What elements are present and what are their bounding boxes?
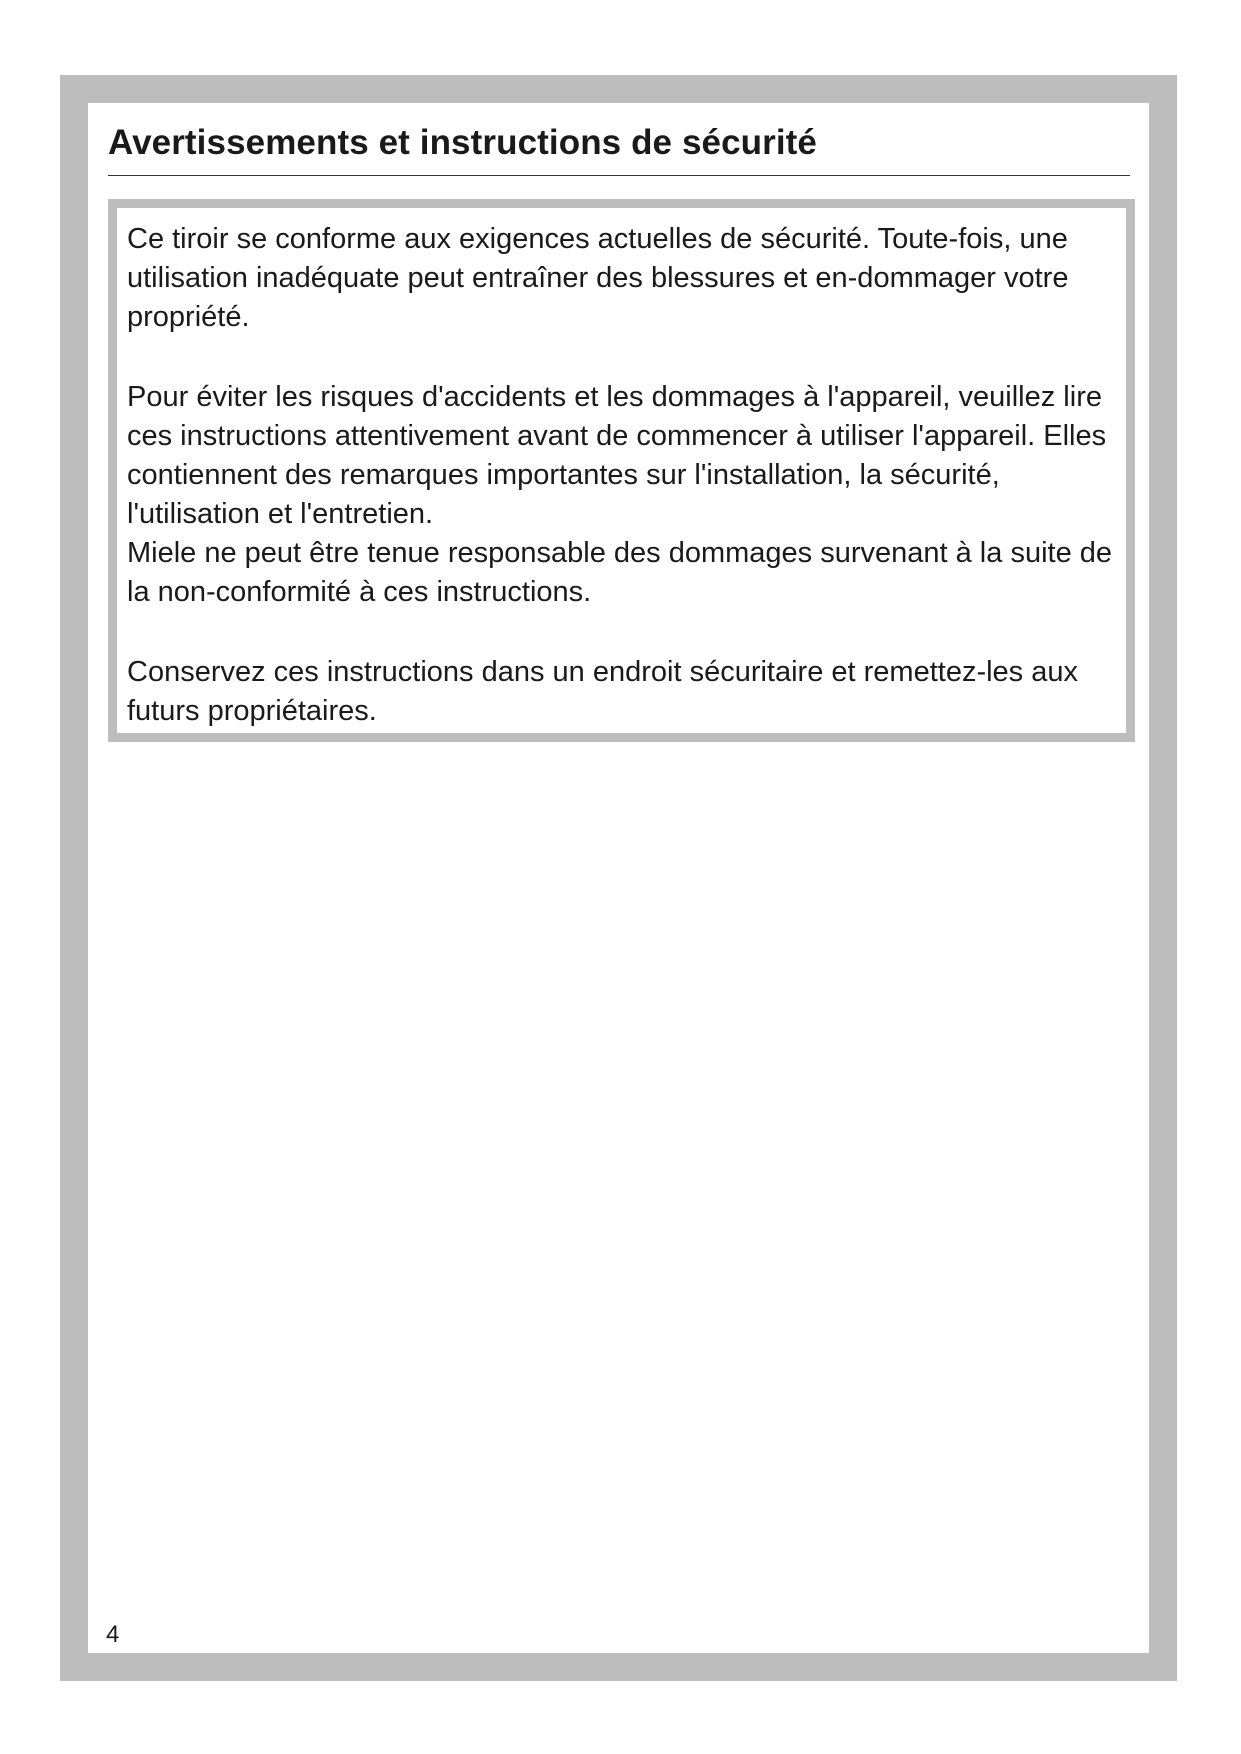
notice-paragraph-liability: Miele ne peut être tenue responsable des dommages survenant à la suite de la non-conformité à ces instructions. <box>127 537 1113 608</box>
page-frame <box>60 75 1177 1681</box>
notice-paragraph-read-instructions: Pour éviter les risques d'accidents et les dommages à l'appareil, veuillez lire ces instructions attentivement avant de commencer à utiliser l'appareil. Elles contiennent des remarques importantes sur l'installation, la sécurité, l'utilisation et l'entretien. <box>127 381 1107 530</box>
notice-paragraph-keep-instructions: Conservez ces instructions dans un endroit sécuritaire et remettez-les aux futurs propriétaires. <box>127 656 1078 727</box>
notice-paragraph-conformity: Ce tiroir se conforme aux exigences actuelles de sécurité. Toute-fois, une utilisation inadéquate peut entraîner des blessures et en-dommager votre propriété. <box>127 223 1069 333</box>
section-heading: Avertissements et instructions de sécurité <box>108 123 817 162</box>
heading-divider <box>108 175 1130 176</box>
page-number: 4 <box>106 1621 120 1648</box>
paragraph-spacer <box>127 337 1116 378</box>
safety-notice-box <box>108 199 1135 742</box>
paragraph-spacer <box>127 612 1116 653</box>
page-content <box>88 103 1149 1653</box>
